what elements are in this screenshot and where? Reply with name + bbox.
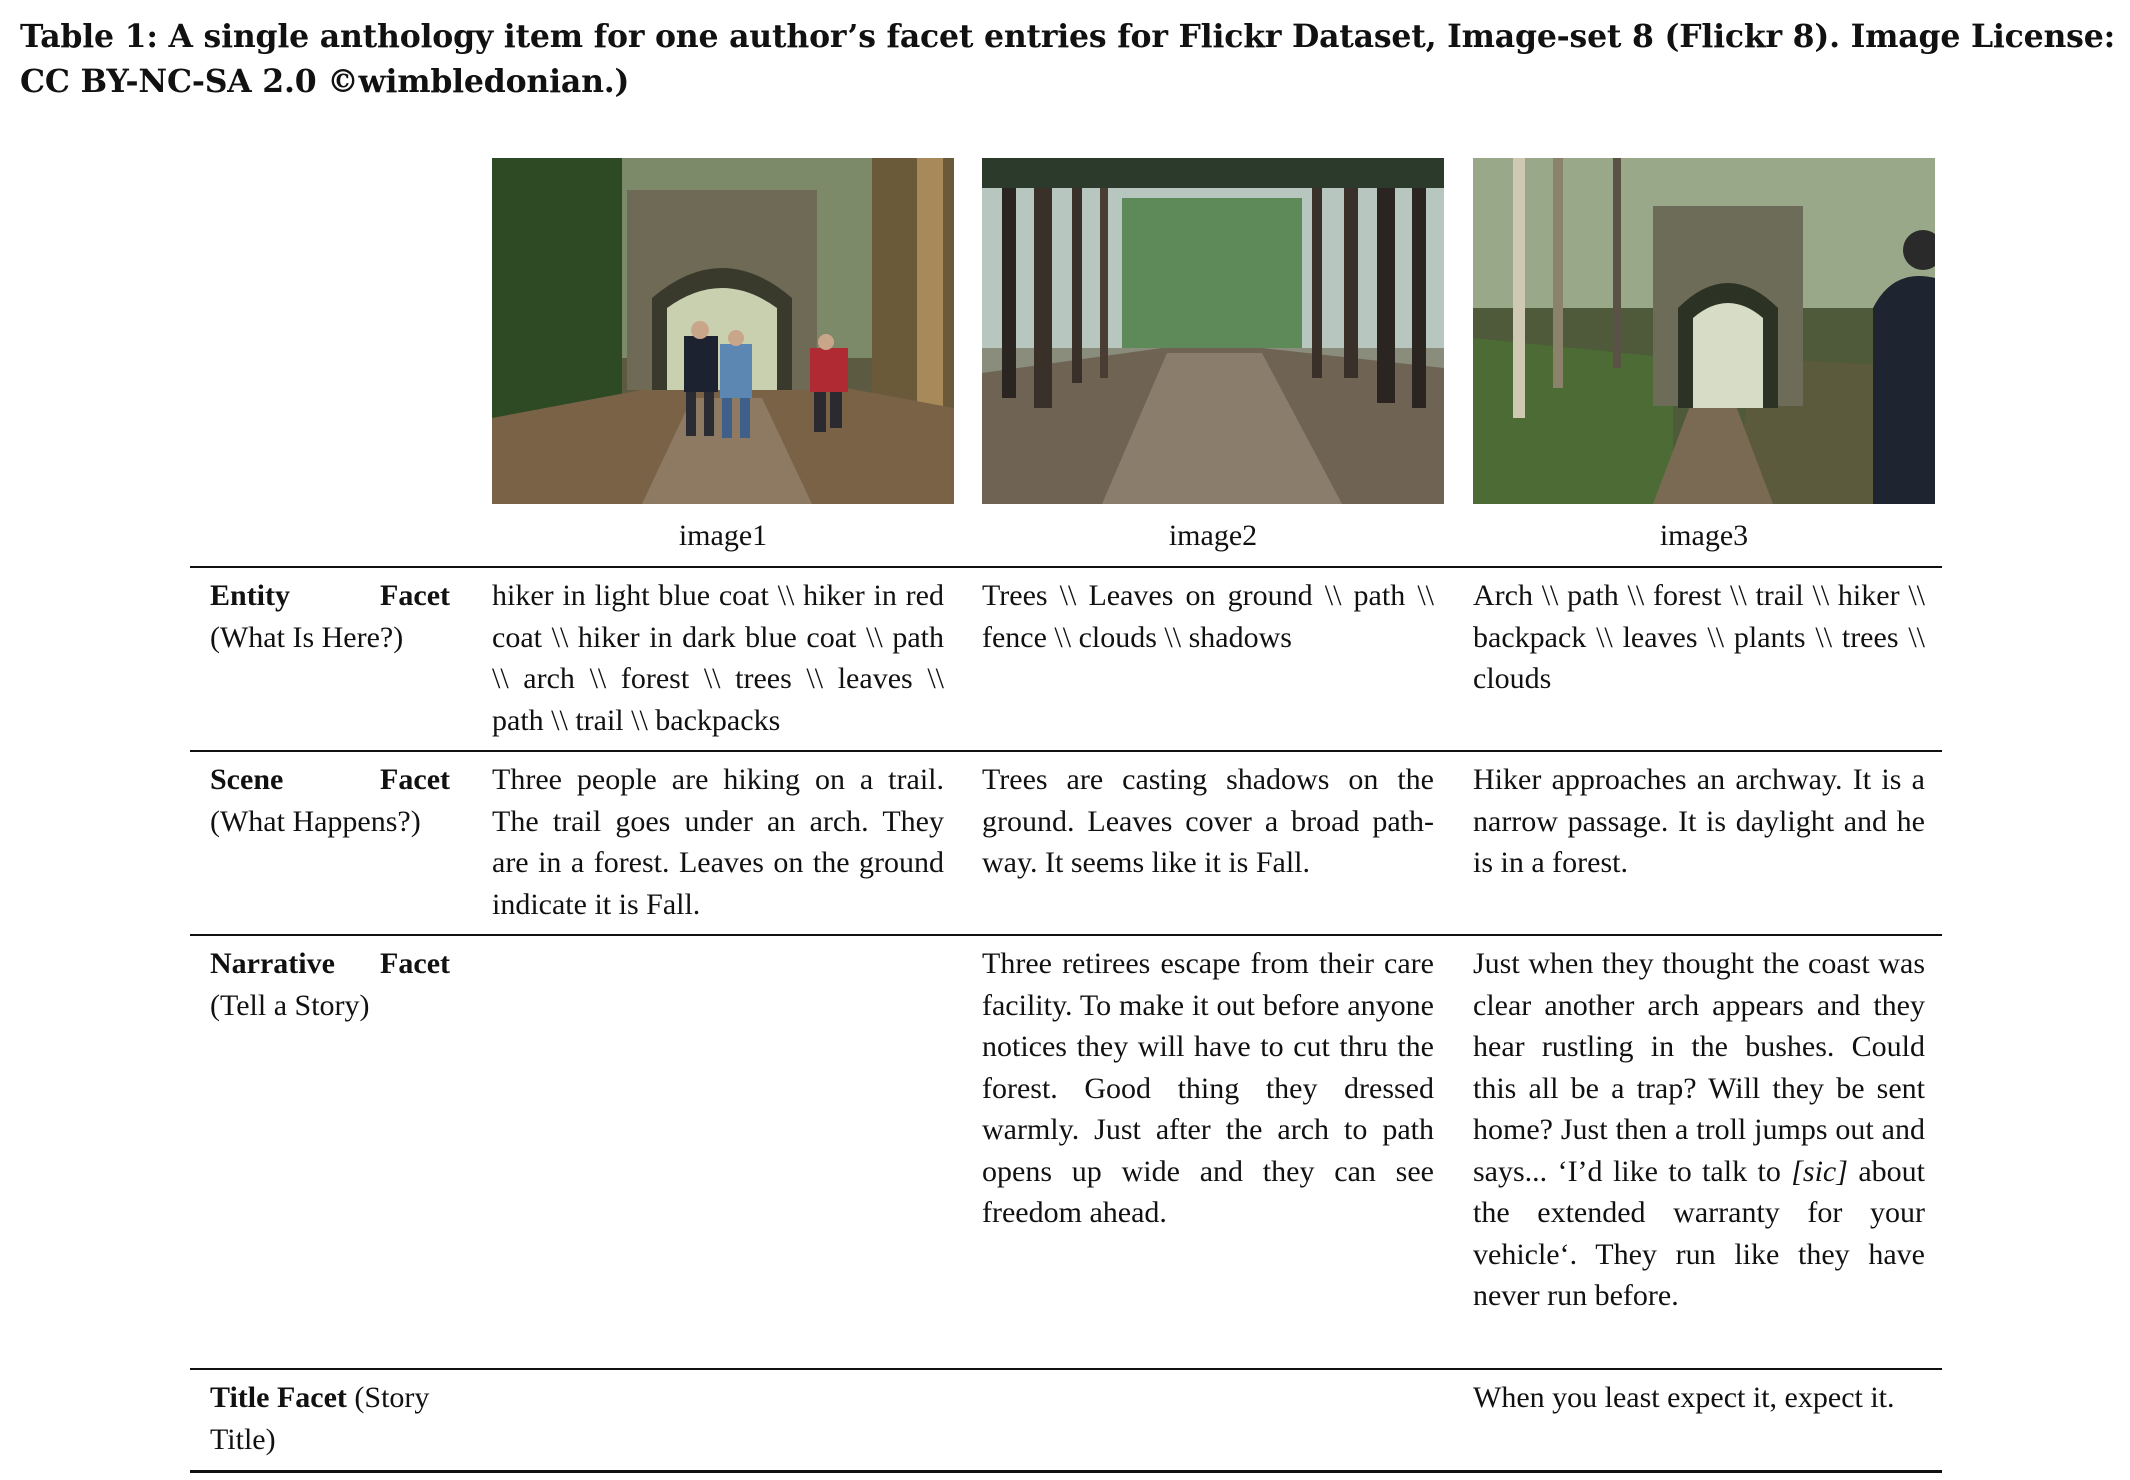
bottom-rule bbox=[190, 1470, 1942, 1473]
image2-photo bbox=[982, 158, 1444, 504]
label-subtitle: (What Is Here?) bbox=[210, 620, 404, 654]
hiker-approaching-archway-picture bbox=[1473, 158, 1935, 504]
label-bold: Entity bbox=[210, 579, 291, 612]
entity-facet-label bbox=[210, 575, 450, 658]
hikers-under-arch-picture bbox=[492, 158, 954, 504]
tree-lined-path-picture bbox=[982, 158, 1444, 504]
label-bold: Facet bbox=[380, 947, 450, 980]
sic-marker: [sic] bbox=[1791, 1154, 1848, 1188]
scene-facet-label bbox=[210, 759, 450, 842]
row-rule bbox=[190, 934, 1942, 936]
label-bold: Facet bbox=[380, 763, 450, 796]
row-rule bbox=[190, 750, 1942, 752]
label-subtitle: (Story Title) bbox=[210, 1381, 430, 1456]
label-bold: Narrative bbox=[210, 947, 335, 980]
label-bold: Facet bbox=[380, 579, 450, 612]
scene-cell-image2: Trees are casting shadows on the ground. Leaves cover a broad pathway. It seems like it is Fall. bbox=[982, 763, 1434, 879]
narrative-cell-image3: Just when they thought the coast was clear another arch appears and they hear rustling in the bushes. Could this all be a trap? Will they be sent home? Just then a troll jumps out and says... ‘I’d like to talk to [sic] about the extended warranty for your vehicle‘. They run like they have never run before. bbox=[1473, 947, 1925, 1312]
label-bold: Title Facet bbox=[210, 1381, 347, 1414]
narrative-cell-image2: Three retirees escape from their care facility. To make it out before anyone notices they will have to cut thru the forest. Good thing they dressed warmly. Just after the arch to path opens up wide and they can see freedom ahead. bbox=[982, 947, 1434, 1229]
label-bold: Scene bbox=[210, 763, 284, 796]
scene-cell-image1: Three people are hiking on a trail. The trail goes under an arch. They are in a forest. Leaves on the ground indicate it is Fall. bbox=[492, 763, 944, 921]
column-header-image2: image2 bbox=[1168, 519, 1258, 552]
column-header-image1: image1 bbox=[678, 519, 768, 552]
narrative-facet-label bbox=[210, 943, 450, 1026]
column-header-image3: image3 bbox=[1659, 519, 1749, 552]
table-caption: Table 1: A single anthology item for one author’s facet entries for Flickr Dataset, Image-set 8 (Flickr 8). Image License: CC BY-NC-SA 2.0 ©wimbledonian.) bbox=[20, 18, 2115, 100]
header-rule bbox=[190, 566, 1942, 568]
entity-cell-image2: Trees \\ Leaves on ground \\ path \\ fence \\ clouds \\ shadows bbox=[982, 579, 1434, 654]
title-facet-label bbox=[210, 1377, 450, 1460]
entity-cell-image1: hiker in light blue coat \\ hiker in red coat \\ hiker in dark blue coat \\ path \\ arch \\ forest \\ trees \\ leaves \\ path \\ trail \\ backpacks bbox=[492, 579, 944, 737]
image3-photo bbox=[1473, 158, 1935, 504]
label-subtitle: (What Happens?) bbox=[210, 804, 421, 838]
title-cell-image3: When you least expect it, expect it. bbox=[1473, 1381, 1895, 1414]
row-rule bbox=[190, 1368, 1942, 1370]
label-subtitle: (Tell a Story) bbox=[210, 988, 370, 1022]
scene-cell-image3: Hiker approaches an archway. It is a narrow passage. It is daylight and he is in a forest. bbox=[1473, 763, 1925, 879]
image1-photo bbox=[492, 158, 954, 504]
entity-cell-image3: Arch \\ path \\ forest \\ trail \\ hiker \\ backpack \\ leaves \\ plants \\ trees \\ clouds bbox=[1473, 579, 1925, 695]
